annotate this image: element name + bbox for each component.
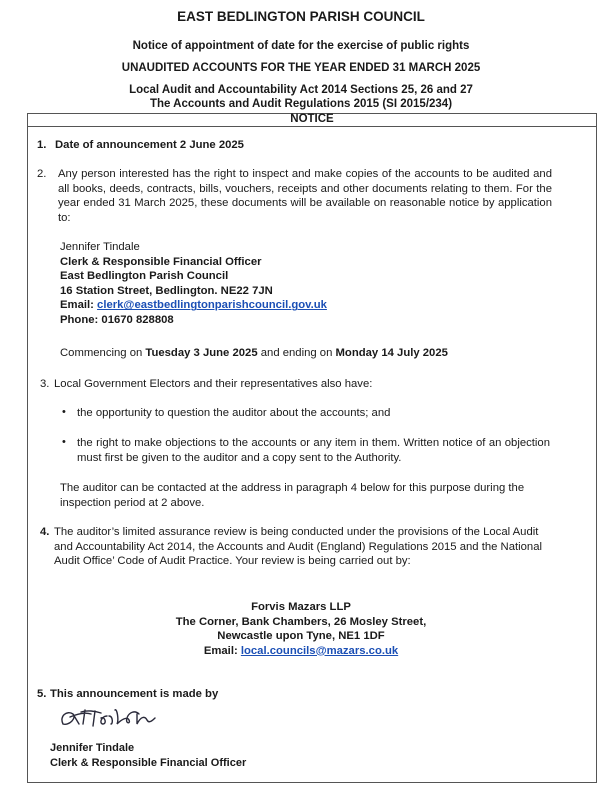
contact-address: 16 Station Street, Bedlington. NE22 7JN	[60, 284, 273, 297]
contact-email-link[interactable]: clerk@eastbedlingtonparishcouncil.gov.uk	[97, 299, 327, 312]
item-2-text: Any person interested has the right to inspect and make copies of the accounts to be audited and all books, deeds, contracts, bills, vouchers, receipts and other documents relating to them. For the year ended 31 March 2025, these documents will be available on reasonable notice by application to:	[58, 168, 552, 224]
item-3-number: 3.	[40, 378, 50, 390]
contact-phone: Phone: 01670 828808	[60, 313, 174, 326]
act-line-1: Local Audit and Accountability Act 2014 Sections 25, 26 and 27	[129, 84, 473, 96]
item-1-number: 1.	[37, 139, 47, 151]
signatory-role: Clerk & Responsible Financial Officer	[50, 756, 247, 769]
inspection-period	[60, 346, 540, 361]
bullet-1-marker: •	[62, 406, 66, 418]
signature-image	[57, 702, 197, 734]
signatory-name: Jennifer Tindale	[50, 742, 135, 754]
period-end: Monday 14 July 2025	[335, 347, 448, 359]
item-1-text: Date of announcement 2 June 2025	[55, 139, 244, 151]
contact-block	[60, 240, 420, 328]
auditor-name: Forvis Mazars LLP	[251, 601, 351, 613]
auditor-address-2: Newcastle upon Tyne, NE1 1DF	[217, 630, 385, 643]
accounts-title: UNAUDITED ACCOUNTS FOR THE YEAR ENDED 31 MARCH 2025	[121, 62, 481, 74]
contact-email-line	[60, 298, 420, 313]
contact-name: Jennifer Tindale	[60, 241, 140, 253]
act-references	[0, 83, 602, 111]
bullet-2-text: the right to make objections to the accounts or any item in them. Written notice of an objection must first be given to the auditor and a copy sent to the Authority.	[77, 437, 550, 464]
auditor-email-label: Email:	[203, 644, 238, 657]
period-prefix: Commencing on	[60, 347, 143, 359]
notice-title: Notice of appointment of date for the exercise of public rights	[132, 40, 470, 52]
contact-email-label: Email:	[60, 299, 94, 312]
auditor-email-link[interactable]: local.councils@mazars.co.uk	[240, 644, 399, 657]
period-middle: and ending on	[260, 347, 333, 359]
notice-label: NOTICE	[290, 113, 334, 125]
act-line-2: The Accounts and Audit Regulations 2015 (SI 2015/234)	[149, 98, 453, 110]
auditor-block	[0, 600, 602, 658]
item-4-number: 4.	[40, 526, 50, 538]
item-4-text: The auditor’s limited assurance review is being conducted under the provisions of the Local Audit and Accountability Act 2014, the Accounts and Audit (England) Regulations 2015 and the National Audit Office’ Code of Audit Practice. Your review is being carried out by:	[54, 526, 542, 568]
item-5-number: 5.	[37, 688, 47, 700]
item-2-number: 2.	[37, 168, 47, 180]
bullet-2-marker: •	[62, 436, 66, 448]
item-5-text: This announcement is made by	[50, 688, 219, 700]
contact-role: Clerk & Responsible Financial Officer	[60, 255, 262, 268]
notice-divider	[28, 126, 596, 127]
auditor-address-1: The Corner, Bank Chambers, 26 Mosley Street,	[175, 615, 427, 628]
auditor-contact-note: The auditor can be contacted at the address in paragraph 4 below for this purpose during the inspection period at 2 above.	[60, 482, 525, 509]
council-title: EAST BEDLINGTON PARISH COUNCIL	[177, 9, 425, 24]
signatory-block	[50, 741, 350, 770]
auditor-email-line	[0, 644, 602, 659]
contact-org: East Bedlington Parish Council	[60, 270, 229, 283]
bullet-1-text: the opportunity to question the auditor about the accounts; and	[77, 407, 391, 419]
item-3-text: Local Government Electors and their representatives also have:	[54, 378, 373, 390]
period-start: Tuesday 3 June 2025	[145, 347, 258, 359]
